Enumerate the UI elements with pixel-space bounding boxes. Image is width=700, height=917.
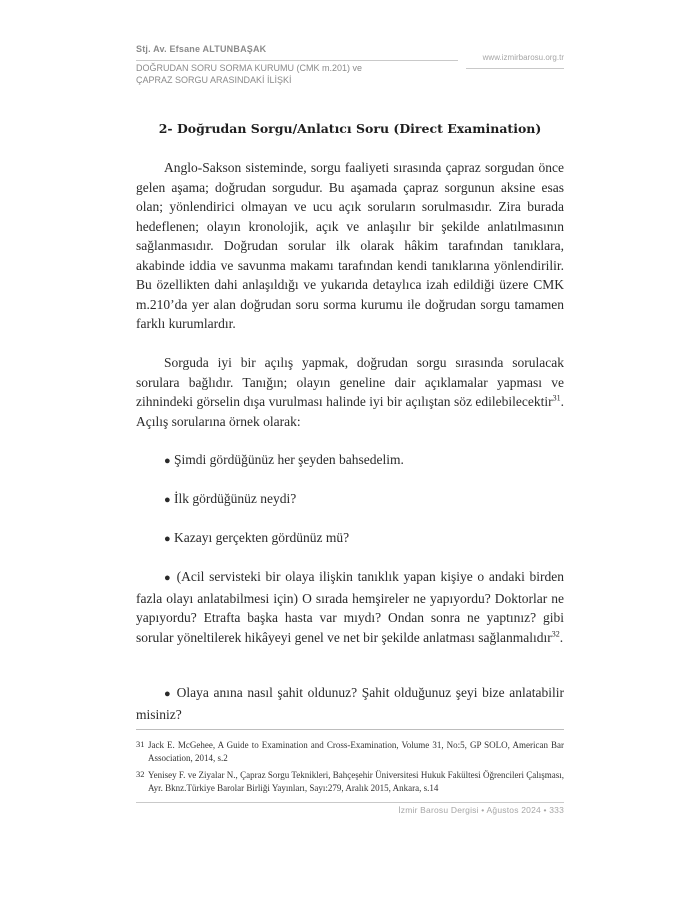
footnote-ref-32[interactable]: 32 [551, 629, 560, 638]
list-item [136, 567, 564, 647]
bullet-icon: ● [164, 494, 171, 506]
footnote-32 [136, 769, 564, 795]
paragraph-2-tail: . Açılış sorularına örnek olarak: [136, 394, 564, 429]
footnote-text: Yenisey F. ve Ziyalar N., Çapraz Sorgu Teknikleri, Bahçeşehir Üniversitesi Hukuk Fakültesi Öğrencileri Çalışması, Ayr. Bknz.Türkiye Barolar Birliği Yayınları, Sayı:279, Aralık 2015, Ankara, s.14 [148, 770, 564, 793]
paragraph-1: Anglo-Sakson sisteminde, sorgu faaliyeti sırasında çapraz sorgudan önce gelen aşama; doğrudan sorgudur. Bu aşamada çapraz sorgunun aksine esas olan; yönlendirici olmayan ve ucu açık soruların sorulmasıdır. Zira burada hedeflenen; olayın kronolojik, açık ve anlaşılır bir şekilde anlatılmasının sağlanmasıdır. Doğrudan sorular ilk olarak hâkim tarafından tanıklara, akabinde iddia ve savunma makamı tarafından kendi tanıklarına yönlendirilir. Bu özellikten dahi anlaşıldığı ve yukarıda detaylıca izah edildiği üzere CMK m.210’da yer alan doğrudan soru sorma kurumu ile doğrudan sorgu tamamen farklı kurumlardır. [136, 160, 564, 331]
list-item-tail: . [559, 629, 564, 645]
list-item [136, 683, 564, 724]
header-divider-right [466, 68, 564, 69]
list-item-text: (Acil servisteki bir olaya ilişkin tanıklık yapan kişiye o andaki birden fazla olayı anlatabilmesi için) O sırada hemşireler ne yapıyordu? Doktorlar ne yapıyordu? Etrafta başka hasta var mıydı? Ondan sonra ne yaptınız? gibi sorular yöneltilerek hikâyeyi genel ve net bir şekilde anlatması sağlanmalıdır [136, 569, 564, 645]
footnote-ref-31[interactable]: 31 [552, 393, 561, 403]
list-item-text: İlk gördüğünüz neydi? [174, 491, 297, 506]
list-item [164, 528, 564, 550]
header-divider [136, 60, 458, 61]
header-url[interactable]: www.izmirbarosu.org.tr [482, 53, 564, 62]
paragraph-2-text: Sorguda iyi bir açılış yapmak, doğrudan sorgu sırasında sorulacak sorulara bağlıdır. Tanığın; olayın geneline dair açıklamalar yapması ve zihnindeki görselin dışa vurulması halinde iyi bir açılıştan söz edilebilecektir [136, 355, 564, 409]
list-item-text: Şimdi gördüğünüz her şeyden bahsedelim. [174, 452, 404, 467]
bullet-icon: ● [164, 688, 172, 700]
footnote-31 [136, 739, 564, 765]
list-item [164, 450, 564, 472]
bullet-icon: ● [164, 455, 171, 467]
list-item-text: Kazayı gerçekten gördünüz mü? [174, 530, 350, 545]
list-item [164, 489, 564, 511]
paragraph-2 [136, 353, 564, 431]
bullet-icon: ● [164, 572, 172, 584]
footnote-text: Jack E. McGehee, A Guide to Examination and Cross-Examination, Volume 31, No:5, GP SOLO, American Bar Association, 2014, s.2 [148, 740, 564, 763]
page-footer: İzmir Barosu Dergisi • Ağustos 2024 • 333 [398, 805, 564, 815]
header-author: Stj. Av. Efsane ALTUNBAŞAK [136, 44, 267, 54]
bullet-icon: ● [164, 533, 171, 545]
section-heading: 2- Doğrudan Sorgu/Anlatıcı Soru (Direct Examination) [158, 121, 542, 136]
footer-divider [136, 802, 564, 803]
header-title-line-1: DOĞRUDAN SORU SORMA KURUMU (CMK m.201) ve [136, 63, 363, 73]
footnote-number: 32 [136, 769, 145, 779]
list-item-text: Olaya anına nasıl şahit oldunuz? Şahit olduğunuz şeyi bize anlatabilir misiniz? [136, 685, 565, 722]
header-title-line-2: ÇAPRAZ SORGU ARASINDAKİ İLİŞKİ [136, 74, 292, 85]
footnote-divider [136, 729, 564, 730]
footnote-number: 31 [136, 739, 145, 749]
header-article-title [136, 63, 396, 86]
